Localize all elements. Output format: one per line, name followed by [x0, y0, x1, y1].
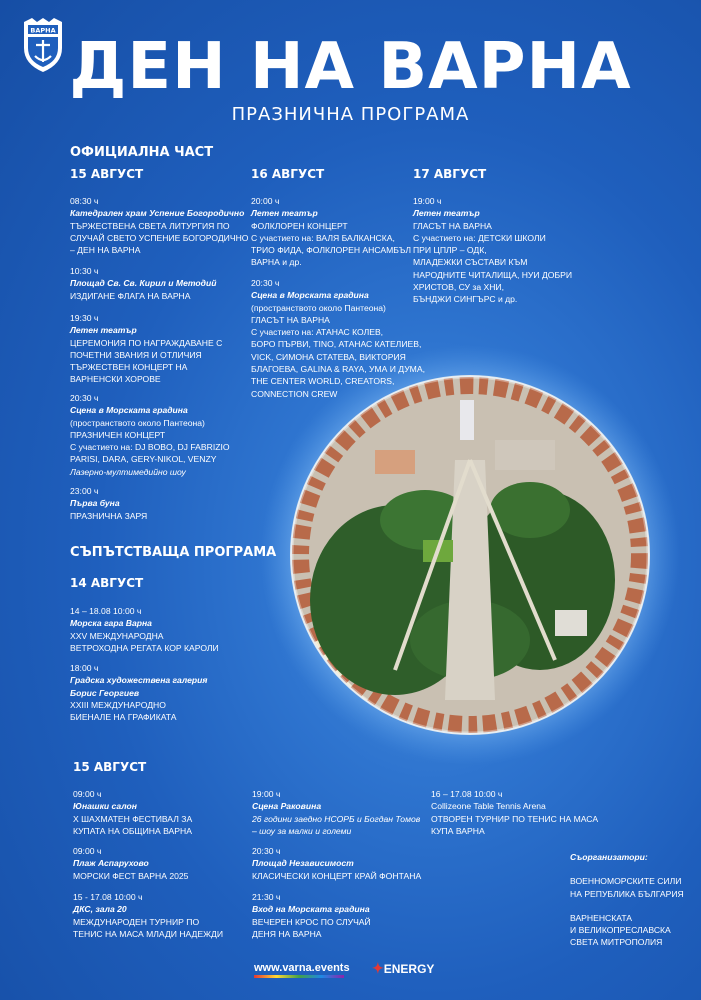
event-table-tennis-youth: 15 - 17.08 10:00 ч ДКС, зала 20 МЕЖДУНАРОДЕН ТУРНИР ПО ТЕНИС НА МАСА МЛАДИ НАДЕЖДИ [73, 892, 224, 939]
event-fireworks: 23:00 ч Първа буна ПРАЗНИЧНА ЗАРЯ [70, 486, 148, 521]
official-day-15: 15 АВГУСТ [70, 167, 144, 181]
event-open-tennis: 16 – 17.08 10:00 ч Collizeone Table Tennis Arena ОТВОРЕН ТУРНИР ПО ТЕНИС НА МАСА КУПА ВАРНА [431, 789, 599, 836]
varna-events-logo[interactable]: www.varna.events [254, 962, 350, 978]
event-flag: 10:30 ч Площад Св. Св. Кирил и Методий ИЗДИГАНЕ ФЛАГА НА ВАРНА [70, 266, 217, 301]
official-day-16: 16 АВГУСТ [251, 167, 325, 181]
accompanying-heading: СЪПЪТСТВАЩА ПРОГРАМА [70, 545, 277, 560]
event-folk-concert: 20:00 ч Летен театър ФОЛКЛОРЕН КОНЦЕРТ С участието на: ВАЛЯ БАЛКАНСКА, ТРИО ФИДА, ФОЛКЛОРЕН АНСАМБЪЛ ВАРНА и др. [251, 196, 412, 268]
event-voice-of-varna-16: 20:30 ч Сцена в Морската градина (пространството около Пантеона) ГЛАСЪТ НА ВАРНА С участието на: АТАНАС КОЛЕВ, БОРО ПЪРВИ, TINO, АТАНАС КАТЕЛИЕВ, VICK, СИМОНА СТАТЕВА, ВИКТОРИЯ БЛАГОЕВА, GALINA & RAYA, УМА И ДУМА, THE CENTER WORLD, CREATORS, CONNECTION CREW [251, 278, 425, 399]
official-heading: ОФИЦИАЛНА ЧАСТ [70, 145, 214, 160]
event-sea-fest: 09:00 ч Плаж Аспарухово МОРСКИ ФЕСТ ВАРНА 2025 [73, 846, 189, 881]
energy-mark-icon: ✦ [372, 960, 384, 976]
event-regatta: 14 – 18.08 10:00 ч Морска гара Варна XXV МЕЖДУНАРОДНА ВЕТРОХОДНА РЕГАТА КОР КАРОЛИ [70, 606, 219, 653]
event-chess: 09:00 ч Юнашки салон X ШАХМАТЕН ФЕСТИВАЛ ЗА КУПАТА НА ОБЩИНА ВАРНА [73, 789, 193, 836]
crest-text: ВАРНА [30, 26, 56, 35]
accompanying-day-15: 15 АВГУСТ [73, 760, 147, 774]
event-voice-of-varna-17: 19:00 ч Летен театър ГЛАСЪТ НА ВАРНА С участието на: ДЕТСКИ ШКОЛИ ПРИ ЦПЛР – ОДК, МЛАДЕЖКИ СЪСТАВИ КЪМ НАРОДНИТЕ ЧИТАЛИЩА, НУИ ДОБРИ ХРИСТОВ, СУ за ХНИ, БЪНДЖИ СИНГЪРС и др. [413, 196, 573, 305]
energy-radio-logo: ✦ENERGY [372, 960, 435, 976]
event-festive-concert: 20:30 ч Сцена в Морската градина (пространството около Пантеона) ПРАЗНИЧЕН КОНЦЕРТ С участието на: DJ BOBO, DJ FABRIZIO PARISI, DARA, GERY-NIKOL, VENZY Лазерно-мултимедийно шоу [70, 393, 230, 477]
official-day-17: 17 АВГУСТ [413, 167, 487, 181]
event-night-cross: 21:30 ч Вход на Морската градина ВЕЧЕРЕН КРОС ПО СЛУЧАЙ ДЕНЯ НА ВАРНА [252, 892, 371, 939]
event-classic-concert: 20:30 ч Площад Независимост КЛАСИЧЕСКИ КОНЦЕРТ КРАЙ ФОНТАНА [252, 846, 422, 881]
event-biennale: 18:00 ч Градска художествена галерия Борис Георгиев XXIII МЕЖДУНАРОДНО БИЕНАЛЕ НА ГРАФИКАТА [70, 663, 208, 723]
organizers: Съорганизатори: ВОЕННОМОРСКИТЕ СИЛИ НА РЕПУБЛИКА БЪЛГАРИЯ ВАРНЕНСКАТА И ВЕЛИКОПРЕСЛАВСКА СВЕТА МИТРОПОЛИЯ [570, 852, 684, 948]
page-subtitle: ПРАЗНИЧНА ПРОГРАМА [231, 104, 470, 125]
event-ceremony: 19:30 ч Летен театър ЦЕРЕМОНИЯ ПО НАГРАЖДАВАНЕ С ПОЧЕТНИ ЗВАНИЯ И ОТЛИЧИЯ ТЪРЖЕСТВЕН КОНЦЕРТ НА ВАРНЕНСКИ ХОРОВЕ [70, 313, 223, 385]
event-show: 19:00 ч Сцена Раковина 26 години заедно НСОРБ и Богдан Томов – шоу за малки и големи [252, 789, 421, 836]
event-cathedral: 08:30 ч Катедрален храм Успение Богородично ТЪРЖЕСТВЕНА СВЕТА ЛИТУРГИЯ ПО СЛУЧАЙ СВЕТО УСПЕНИЕ БОГОРОДИЧНО – ДЕН НА ВАРНА [70, 196, 249, 256]
accompanying-day-14: 14 АВГУСТ [70, 576, 144, 590]
city-globe-image [255, 340, 695, 780]
page-title: ДЕН НА ВАРНА [69, 30, 632, 104]
